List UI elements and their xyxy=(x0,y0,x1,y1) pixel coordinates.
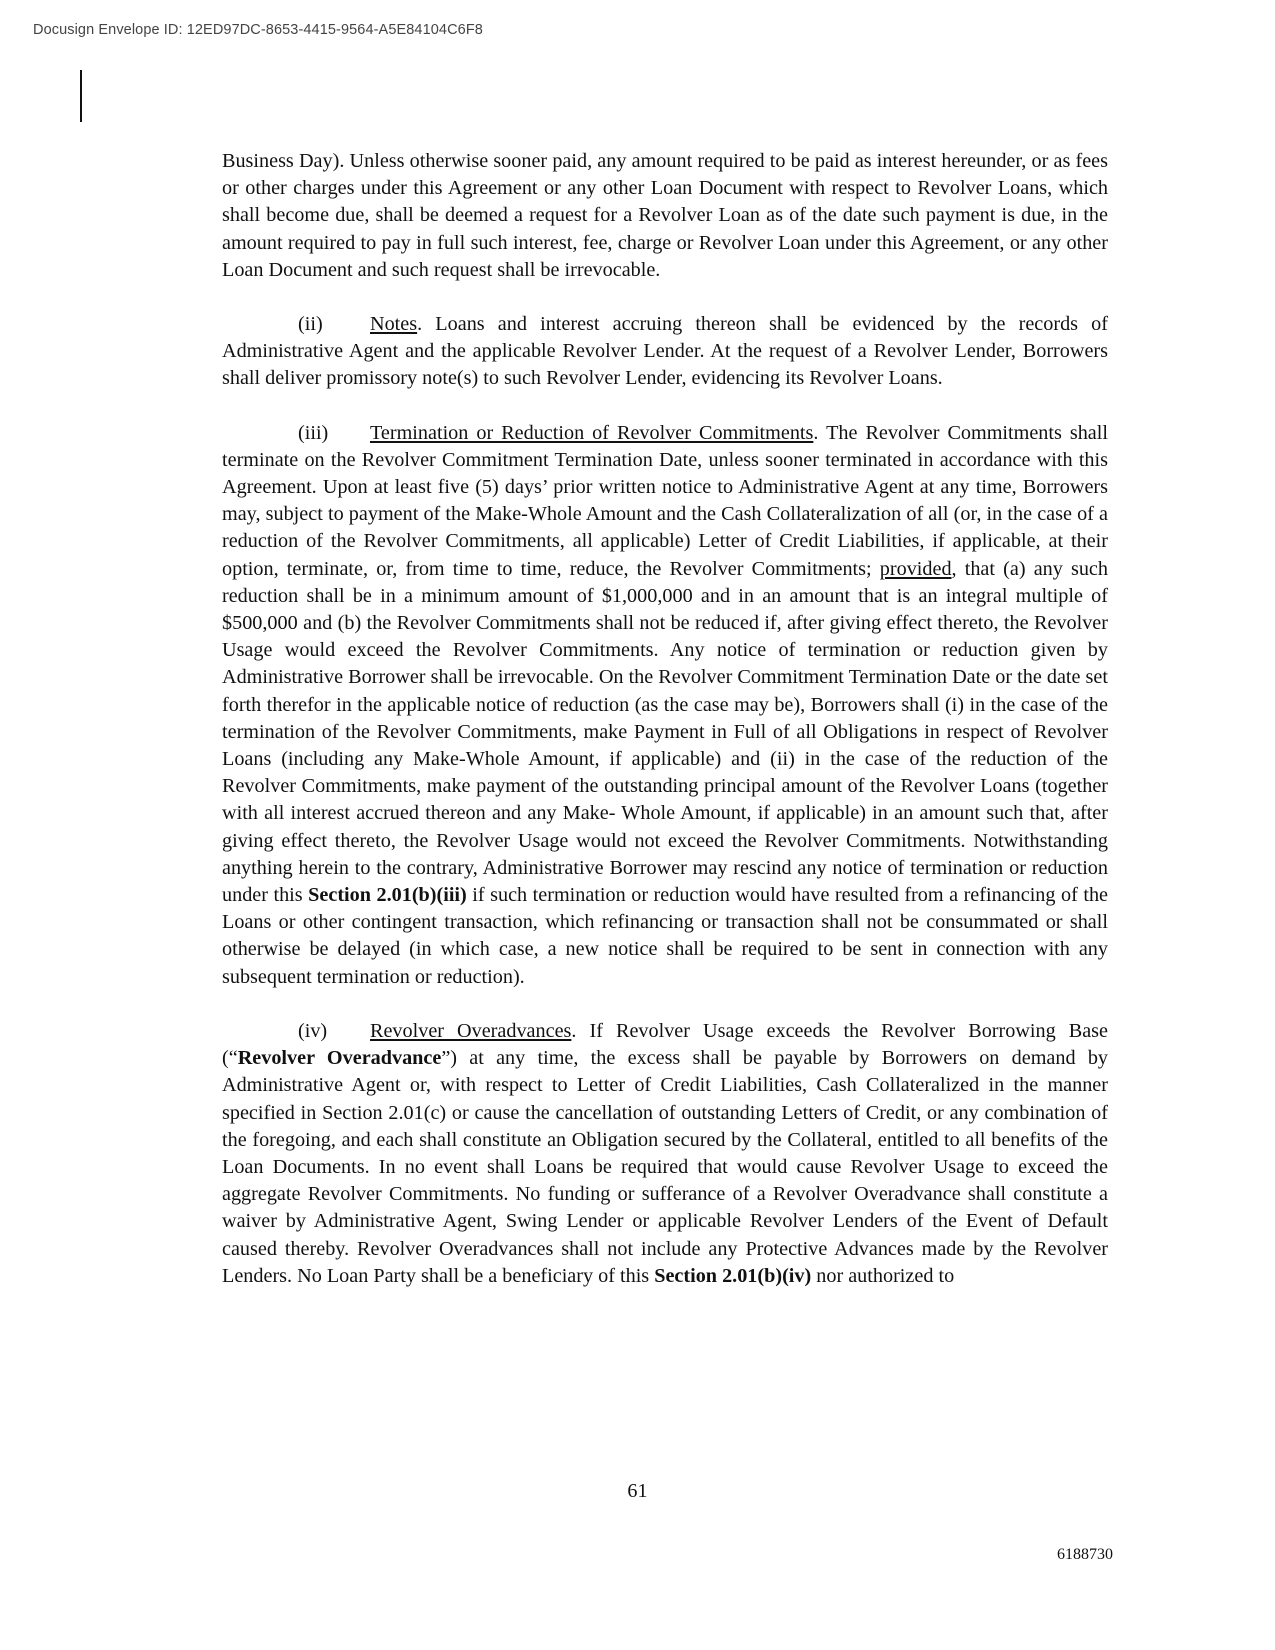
defined-term: Revolver Overadvance xyxy=(237,1047,442,1070)
clause-number: (iii) xyxy=(298,421,329,444)
document-id: 6188730 xyxy=(1057,1546,1113,1563)
paragraph-text: Business Day). Unless otherwise sooner paid, any amount required to be paid as interest hereunder, or as fees or other charges under this Agreement or any other Loan Document with respect to Revolver Loans, which shall become due, shall be deemed a request for a Revolver Loan as of the date such payment is due, in the amount required to pay in full such interest, fee, charge or Revolver Loan under this Agreement, or any other Loan Document and such request shall be irrevocable. xyxy=(222,150,1108,281)
section-reference: Section 2.01(b)(iii) xyxy=(308,884,467,907)
paragraph-notes xyxy=(222,311,1108,393)
paragraph-text: if such termination or reduction would have resulted from a refinancing of the Loans or other contingent transaction, which refinancing or transaction shall not be consummated or shall otherwise be delayed (in which case, a new notice shall be required to be sent in connection with any subsequent termination or reduction). xyxy=(222,884,1108,988)
paragraph-text: ”) at any time, the excess shall be payable by Borrowers on demand by Administrative Agent or, with respect to Letter of Credit Liabilities, Cash Collateralized in the manner specified in Section 2.01(c) or cause the cancellation of outstanding Letters of Credit, or any combination of the foregoing, and each shall constitute an Obligation secured by the Collateral, entitled to all benefits of the Loan Documents. In no event shall Loans be required that would cause Revolver Usage to exceed the aggregate Revolver Commitments. No funding or sufferance of a Revolver Overadvance shall constitute a waiver by Administrative Agent, Swing Lender or applicable Revolver Lenders of the Event of Default caused thereby. Revolver Overadvances shall not include any Protective Advances made by the Revolver Lenders. No Loan Party shall be a beneficiary of this xyxy=(222,1047,1109,1287)
clause-number: (ii) xyxy=(298,313,323,336)
paragraph-text: . Loans and interest accruing thereon shall be evidenced by the records of Administrative Agent and the applicable Revolver Lender. At the request of a Revolver Lender, Borrowers shall deliver promissory note(s) to such Revolver Lender, evidencing its Revolver Loans. xyxy=(222,313,1108,390)
clause-number: (iv) xyxy=(298,1019,328,1042)
clause-heading: Notes xyxy=(370,313,418,336)
paragraph-text: , that (a) any such reduction shall be in a minimum amount of $1,000,000 and in an amount that is an integral multiple of $500,000 and (b) the Revolver Commitments shall not be reduced if, after giving effect thereto, the Revolver Usage would exceed the Revolver Commitments. Any notice of termination or reduction given by Administrative Borrower shall be irrevocable. On the Revolver Commitment Termination Date or the date set forth therefor in the applicable notice of reduction (as the case may be), Borrowers shall (i) in the case of the termination of the Revolver Commitments, make Payment in Full of all Obligations in respect of Revolver Loans (including any Make-Whole Amount, if applicable) and (ii) in the case of the reduction of the Revolver Commitments, make payment of the outstanding principal amount of the Revolver Loans (together with all interest accrued thereon and any Make- Whole Amount, if applicable) in an amount such that, after giving effect thereto, the Revolver Usage would not exceed the Revolver Commitments. Notwithstanding anything herein to the contrary, Administrative Borrower may rescind any notice of termination or reduction under this xyxy=(222,557,1108,907)
clause-heading: Termination or Reduction of Revolver Commitments xyxy=(370,421,814,444)
paragraph-continuation xyxy=(222,148,1108,284)
provided-term: provided xyxy=(879,557,952,580)
paragraph-text: . If Revolver Usage exceeds the Revolver Borrowing Base (“ xyxy=(222,1019,1108,1070)
clause-heading: Revolver Overadvances xyxy=(370,1019,572,1042)
docusign-envelope-id: Docusign Envelope ID: 12ED97DC-8653-4415-9564-A5E84104C6F8 xyxy=(33,22,483,38)
section-reference: Section 2.01(b)(iv) xyxy=(654,1264,812,1287)
paragraph-text: nor authorized to xyxy=(811,1264,955,1287)
document-body xyxy=(222,148,1108,1317)
paragraph-text: . The Revolver Commitments shall terminate on the Revolver Commitment Termination Date, unless sooner terminated in accordance with this Agreement. Upon at least five (5) days’ prior written notice to Administrative Agent at any time, Borrowers may, subject to payment of the Make-Whole Amount and the Cash Collateralization of all (or, in the case of a reduction of the Revolver Commitments, all applicable) Letter of Credit Liabilities, if applicable, at their option, terminate, or, from time to time, reduce, the Revolver Commitments; xyxy=(222,421,1108,580)
page-number: 61 xyxy=(627,1480,648,1502)
paragraph-termination xyxy=(222,420,1108,991)
paragraph-overadvances xyxy=(222,1018,1108,1290)
change-bar xyxy=(80,70,82,122)
